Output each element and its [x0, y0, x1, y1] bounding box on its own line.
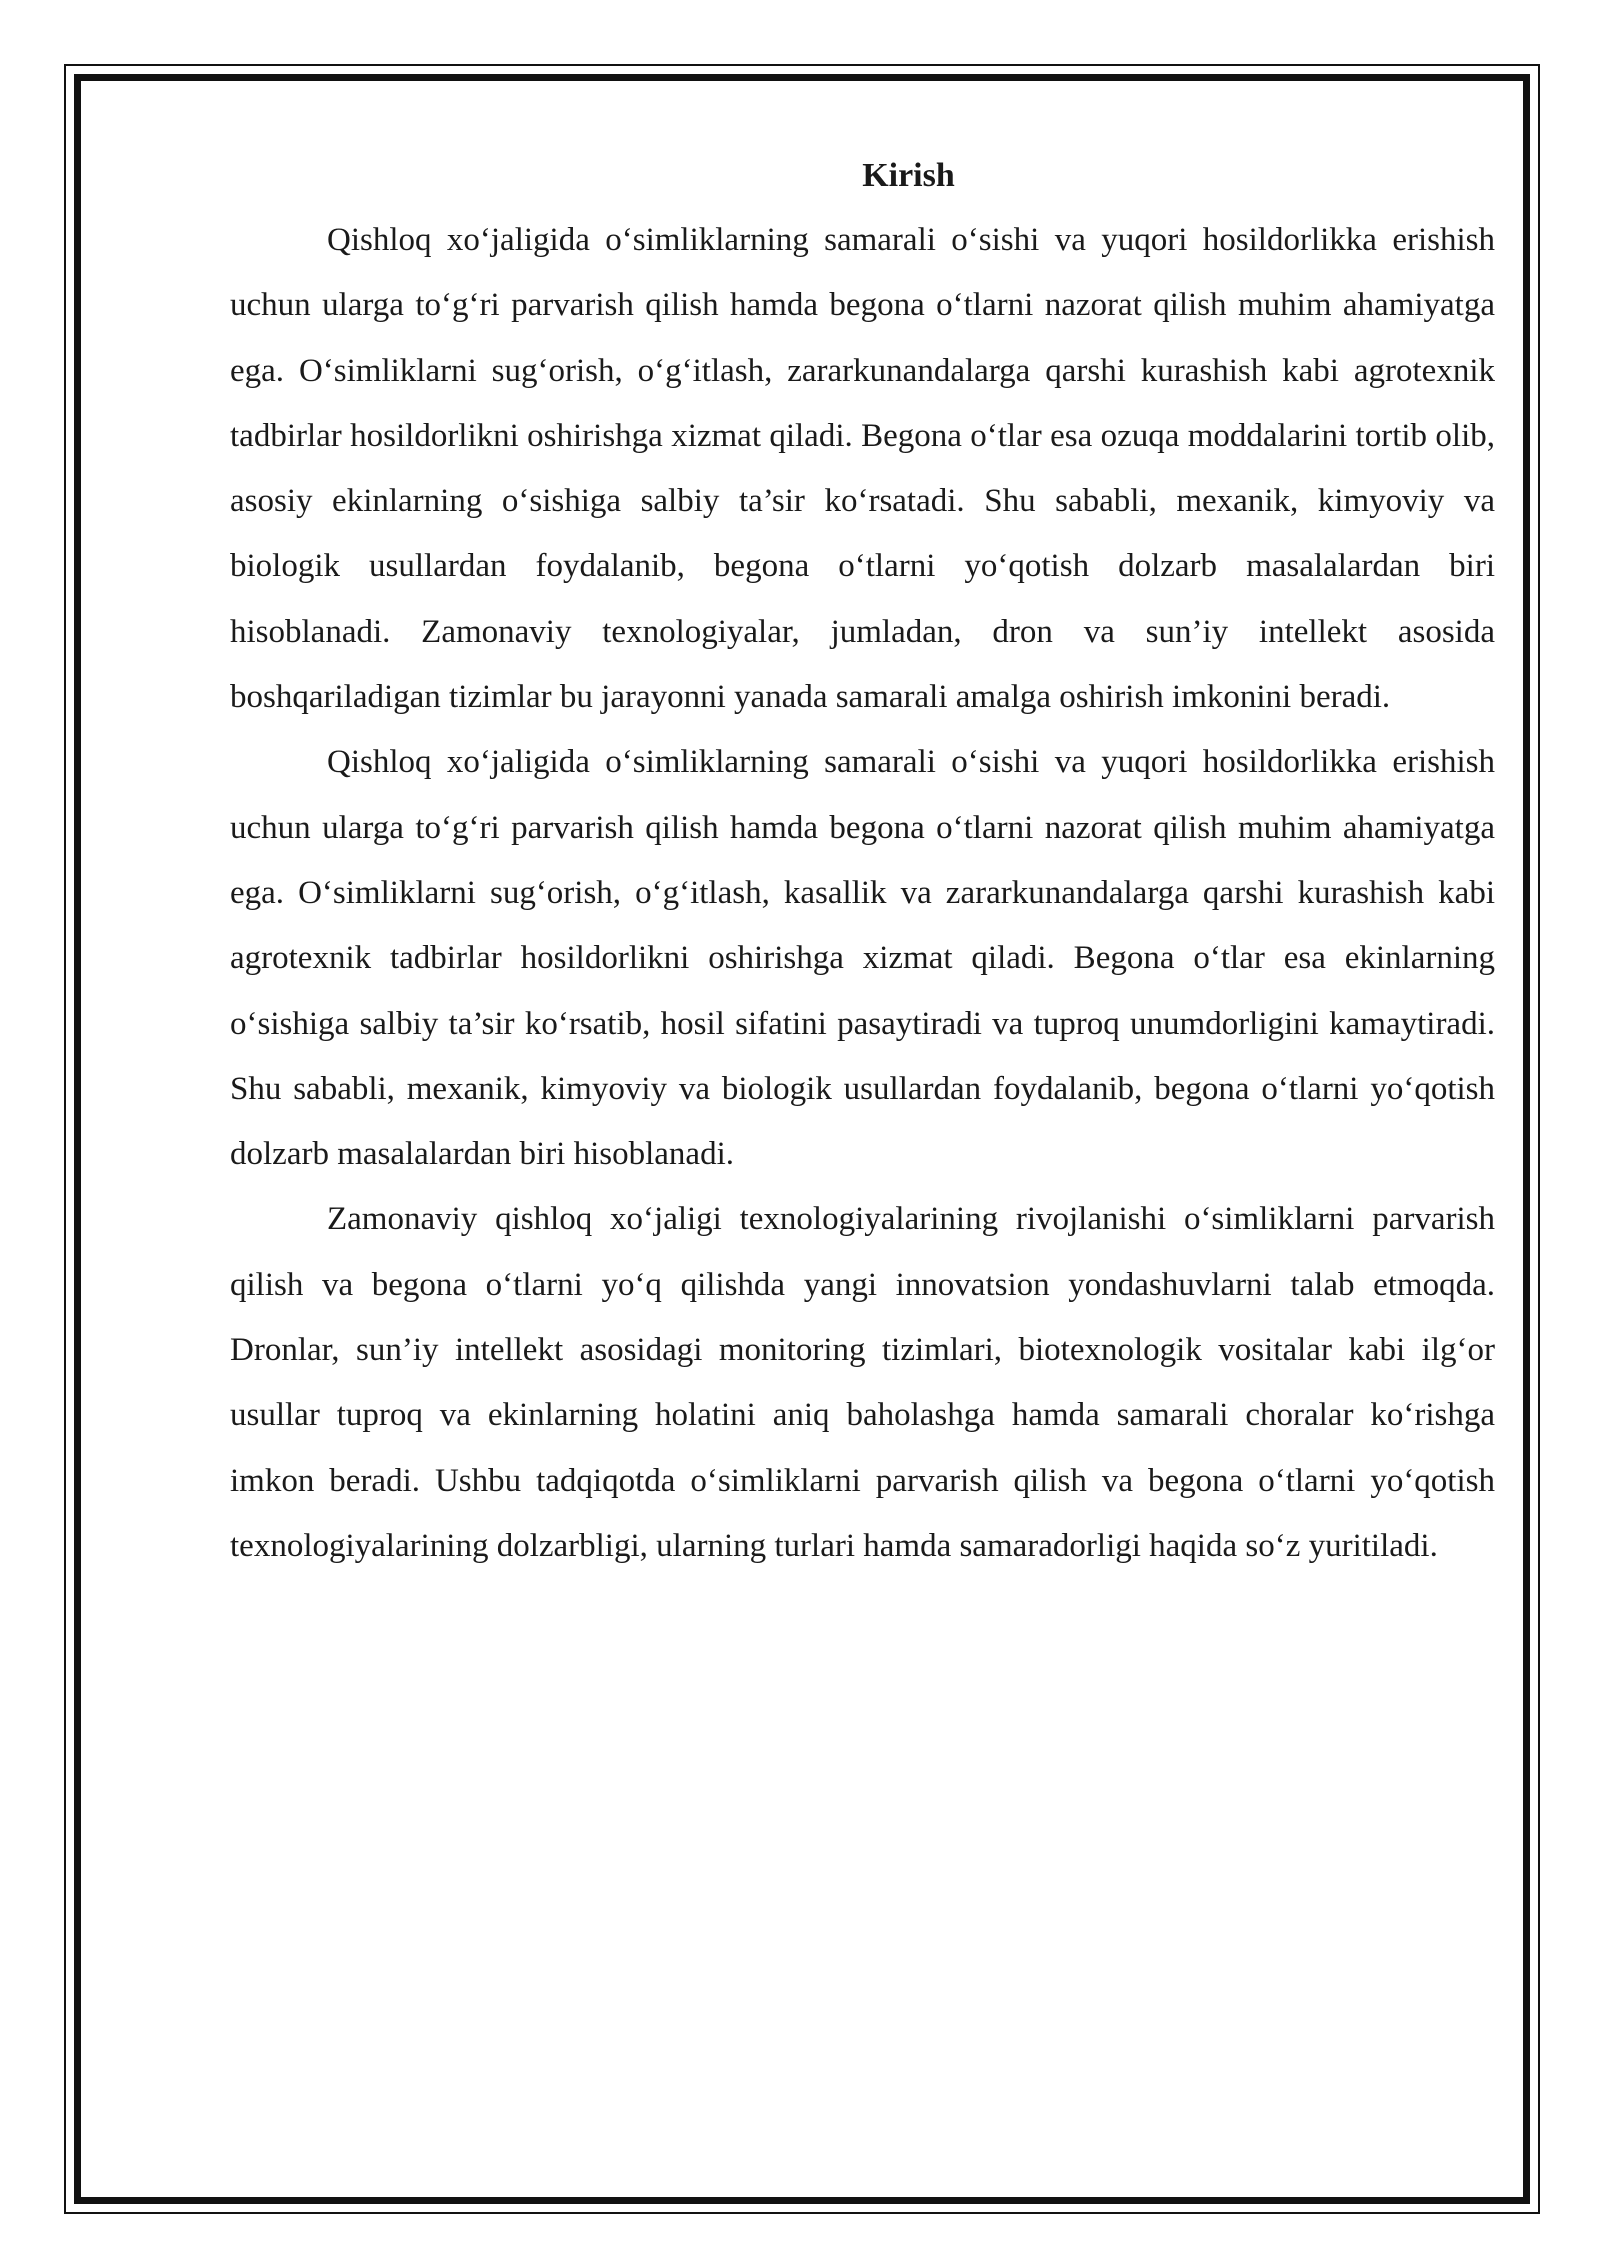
paragraph-3: Zamonaviy qishloq xo‘jaligi texnologiyalarining rivojlanishi o‘simliklarni parvarish qilish va begona o‘tlarni yo‘q qilishda yangi innovatsion yondashuvlarni talab etmoqda. Dronlar, sun’iy intellekt asosidagi monitoring tizimlari, biotexnologik vositalar kabi ilg‘or usullar tuproq va ekinlarning holatini aniq baholashga hamda samarali choralar ko‘rishga imkon beradi. Ushbu tadqiqotda o‘simliklarni parvarish qilish va begona o‘tlarni yo‘qotish texnologiyalarining dolzarbligi, ularning turlari hamda samaradorligi haqida so‘z yuritiladi. — [230, 1201, 1495, 1564]
document-title: Kirish — [862, 157, 955, 194]
paragraph-2: Qishloq xo‘jaligida o‘simliklarning samarali o‘sishi va yuqori hosildorlikka erishish uchun ularga to‘g‘ri parvarish qilish hamda begona o‘tlarni nazorat qilish muhim ahamiyatga ega. O‘simliklarni sug‘orish, o‘g‘itlash, kasallik va zararkunandalarga qarshi kurashish kabi agrotexnik tadbirlar hosildorlikni oshirishga xizmat qiladi. Begona o‘tlar esa ekinlarning o‘sishiga salbiy ta’sir ko‘rsatib, hosil sifatini pasaytiradi va tuproq unumdorligini kamaytiradi. Shu sababli, mexanik, kimyoviy va biologik usullardan foydalanib, begona o‘tlarni yo‘qotish dolzarb masalalardan biri hisoblanadi. — [230, 744, 1495, 1173]
paragraph-1: Qishloq xo‘jaligida o‘simliklarning samarali o‘sishi va yuqori hosildorlikka erishish uchun ularga to‘g‘ri parvarish qilish hamda begona o‘tlarni nazorat qilish muhim ahamiyatga ega. O‘simliklarni sug‘orish, o‘g‘itlash, zararkunandalarga qarshi kurashish kabi agrotexnik tadbirlar hosildorlikni oshirishga xizmat qiladi. Begona o‘tlar esa ozuqa moddalarini tortib olib, asosiy ekinlarning o‘sishiga salbiy ta’sir ko‘rsatadi. Shu sababli, mexanik, kimyoviy va biologik usullardan foydalanib, begona o‘tlarni yo‘qotish dolzarb masalalardan biri hisoblanadi. Zamonaviy texnologiyalar, jumladan, dron va sun’iy intellekt asosida boshqariladigan tizimlar bu jarayonni yanada samarali amalga oshirish imkonini beradi. — [230, 222, 1495, 716]
document-body — [230, 150, 1495, 1579]
